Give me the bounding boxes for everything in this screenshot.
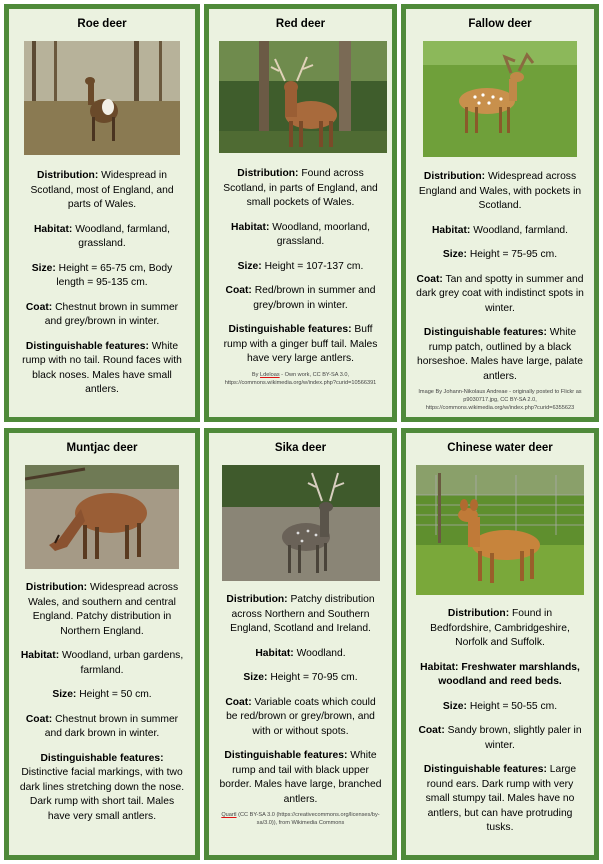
habitat-text: Habitat: Woodland. [255,647,346,659]
card-title: Muntjac deer [66,442,138,454]
size-text: Size: Height = 70-95 cm. [243,672,358,683]
size-text: Size: Height = 75-95 cm. [442,249,558,260]
card-title: Chinese water deer [447,442,553,454]
distribution-text: Distribution: Found in Bedfordshire, Cambridgeshire, Norfolk and Suffolk. [430,608,570,648]
muntjac-deer-photo [25,465,179,569]
card-title: Red deer [275,18,326,30]
features-text: Distinguishable features: Large round ears. Dark rump with very small stumpy tail. Males have no antlers, but can have protruding tusks. [423,764,577,833]
coat-text: Coat: Tan and spotty in summer and dark grey coat with indistinct spots in winter. [416,273,584,314]
habitat-text: Habitat: Woodland, urban gardens, farmland. [20,650,184,676]
features-text: Distinguishable features: White rump patch, outlined by a black horseshoe. Males have large, palate antlers. [417,327,583,382]
distribution-text: Distribution: Patchy distribution across Northern and Southern England, Scotland and Ireland. [226,594,375,634]
roe-deer-photo [24,41,180,155]
chinese-water-deer-photo [416,465,584,595]
habitat-text: Habitat: Woodland, farmland, grassland. [33,223,171,249]
distribution-text: Distribution: Widespread across England and Wales, with pockets in Scotland. [418,171,582,211]
image-credit: Image By Johann-Nikolaus Andreae - originally posted to Flickr as p9030717.jpg, CC BY-SA 2.0, https://commons.wikimedia.org/w/index.php?curid=6355623 [418,389,582,411]
habitat-text: Habitat: Woodland, moorland, grassland. [231,221,370,247]
coat-text: Coat: Sandy brown, slightly paler in winter. [418,725,582,751]
features-text: Distinguishable features: White rump and tail with black upper border. Males have large, branched antlers. [219,750,382,805]
sika-deer-photo [222,465,380,581]
distribution-text: Distribution: Widespread across Wales, and southern and central England. Patchy distribution in Northern England. [25,582,179,637]
card-title: Sika deer [274,442,327,454]
card-muntjac-deer [4,428,200,860]
card-title: Roe deer [77,18,127,30]
coat-text: Coat: Red/brown in summer and grey/brown in winter. [225,285,376,311]
distribution-text: Distribution: Found across Scotland, in parts of England, and small pockets of Wales. [223,168,378,208]
card-fallow-deer [401,4,599,422]
size-text: Size: Height = 107-137 cm. [237,260,364,272]
card-sika-deer [204,428,397,860]
coat-text: Coat: Variable coats which could be red/brown or grey/brown, and with or without spots. [225,696,376,737]
image-credit: Quartl (CC BY-SA 3.0 (https://creativecommons.org/licenses/by-sa/3.0)), from Wikimedia Commons [221,812,380,826]
habitat-text: Habitat: Freshwater marshlands, woodland and reed beds. [420,661,580,687]
size-text: Size: Height = 50-55 cm. [442,700,558,712]
distribution-text: Distribution: Widespread in Scotland, most of England, and parts of Wales. [30,170,174,210]
features-text: Distinguishable features: Distinctive facial markings, with two dark lines stretching down the nose. Dark rump with short tail. Males have very small antlers. [19,752,185,822]
card-title: Fallow deer [468,18,532,30]
card-chinese-water-deer [401,428,599,860]
size-text: Size: Height = 50 cm. [52,689,152,700]
card-red-deer [204,4,397,422]
image-credit: By Ldeloas - Own work, CC BY-SA 3.0, https://commons.wikimedia.org/w/index.php?curid=10566391 [224,371,377,386]
coat-text: Coat: Chestnut brown in summer and dark brown in winter. [25,713,179,739]
card-roe-deer [4,4,200,422]
features-text: Distinguishable features: White rump with no tail. Round faces with black noses. Males have small antlers. [22,340,182,395]
fallow-deer-photo [423,41,577,157]
habitat-text: Habitat: Woodland, farmland. [431,224,569,236]
features-text: Distinguishable features: Buff rump with a ginger buff tail. Males have very large antlers. [223,324,378,364]
red-deer-photo [219,41,387,153]
coat-text: Coat: Chestnut brown in summer and grey/brown in winter. [25,301,179,327]
size-text: Size: Height = 65-75 cm, Body length = 95-135 cm. [31,262,173,288]
